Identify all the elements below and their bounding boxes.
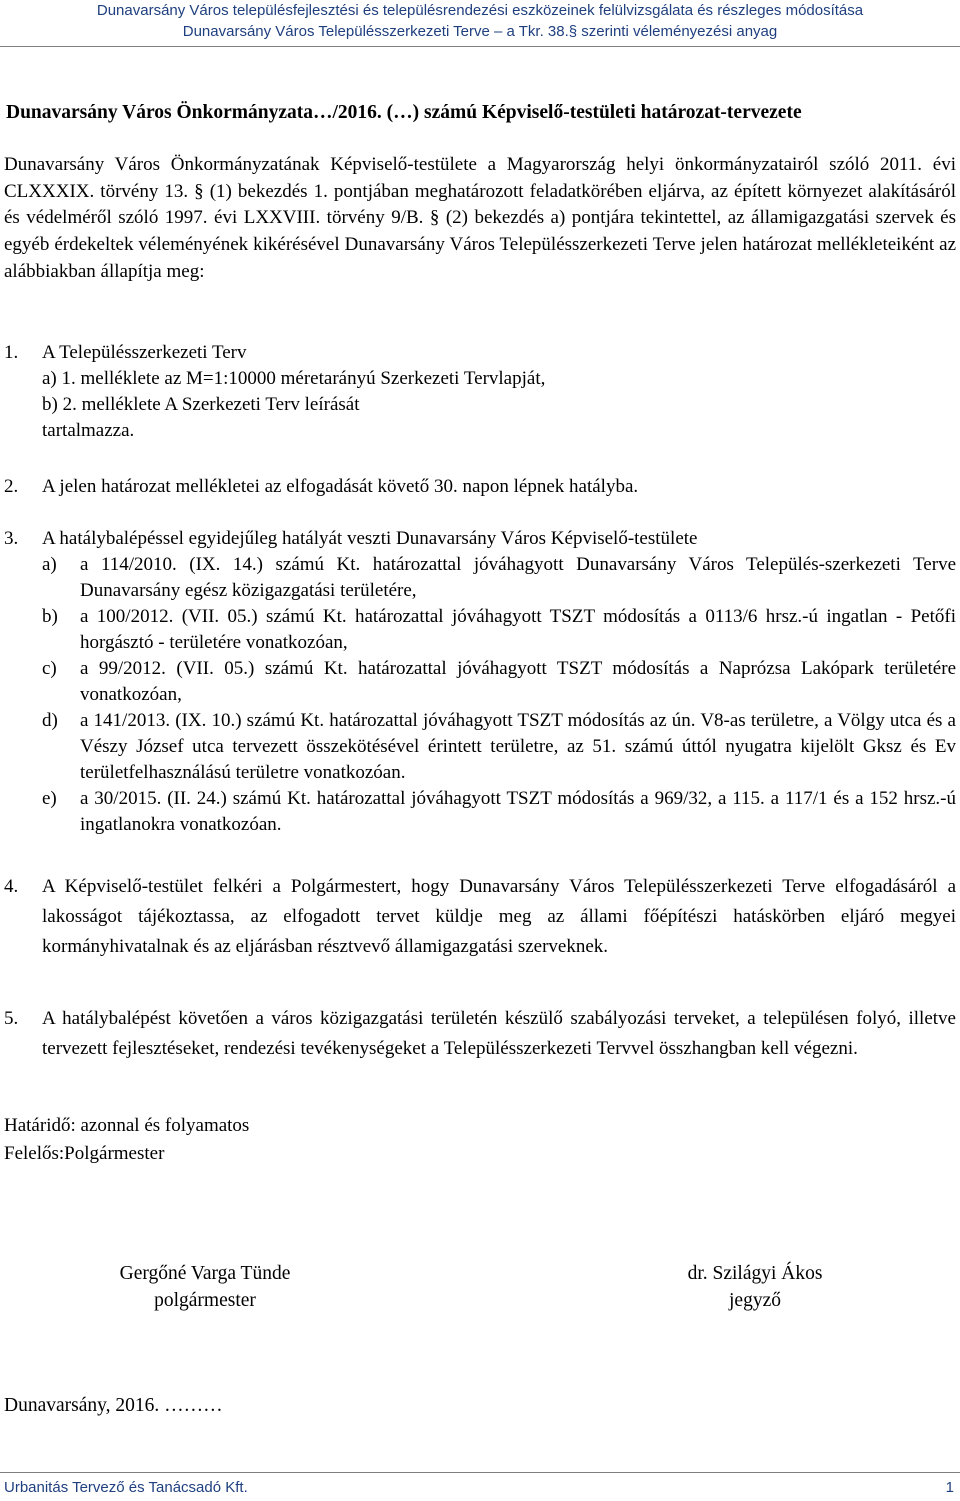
item-3-a: a) a 114/2010. (IX. 14.) számú Kt. határozattal jóváhagyott Dunavarsány Város Település-szerkezeti Terve Dunavarsány egész közigazgatási területére, — [42, 554, 956, 601]
signatory-role: jegyző — [729, 1290, 781, 1311]
signatory-role: polgármester — [154, 1290, 256, 1311]
signatory-notary — [610, 1260, 900, 1314]
item-5-text: A hatálybalépést követően a város közigazgatási területén készülő szabályozási terveket, a településen folyó, illetve tervezett fejlesztéseket, rendezési tevékenységeket a Településszerkezeti Tervvel összhangban kell végezni. — [42, 1008, 956, 1059]
item-3-d: d) a 141/2013. (IX. 10.) számú Kt. határozattal jóváhagyott TSZT módosítás az ún. V8-as területre, a Völgy utca és a Vészy József utca tervezett összekötésével érintett területre, az 51. számú úttól nyugatra kijelölt Gksz és Ev területfelhasználású területre vonatkozóan. — [42, 710, 956, 783]
deadline: Határidő: azonnal és folyamatos — [4, 1115, 250, 1136]
item-1 — [4, 340, 956, 444]
intro-paragraph: Dunavarsány Város Önkormányzatának Képviselő-testülete a Magyarország helyi önkormányzatairól szóló 2011. évi CLXXXIX. törvény 13. § (1) bekezdés 1. pontjában meghatározott feladatkörében eljárva, az épített környezet alakításáról és védelméről szóló 1997. évi LXXVIII. törvény 9/B. § (2) bekezdés a) pontjára tekintettel, az államigazgatási szervek és egyéb érdekeltek véleményének kikérésével Dunavarsány Város Településszerkezeti Terve jelen határozat mellékleteiként az alábbiakban állapítja meg: — [4, 154, 956, 282]
responsible — [4, 1140, 956, 1168]
page-header — [0, 0, 960, 48]
responsible-value: Polgármester — [64, 1143, 165, 1164]
document-title: Dunavarsány Város Önkormányzata…/2016. (…) számú Képviselő-testületi határozat-tervezete — [6, 102, 802, 123]
item-2 — [4, 474, 956, 500]
item-3 — [4, 526, 956, 838]
signatory-mayor — [60, 1260, 350, 1314]
deadline-block — [4, 1112, 956, 1168]
item-1-b: b) 2. melléklete A Szerkezeti Terv leírását — [42, 394, 360, 415]
item-2-text: A jelen határozat mellékletei az elfogadását követő 30. napon lépnek hatályba. — [42, 476, 639, 497]
page-number: 1 — [945, 1479, 954, 1496]
item-3-b: b) a 100/2012. (VII. 05.) számú Kt. határozattal jóváhagyott TSZT módosítás a 0113/6 hrsz.-ú ingatlan - Petőfi horgásztó - területére vonatkozóan, — [42, 606, 956, 653]
item-3-e: e) a 30/2015. (II. 24.) számú Kt. határozattal jóváhagyott TSZT módosítás a 969/32, a 115. a 117/1 és a 152 hrsz.-ú ingatlanokra vonatkozóan. — [42, 788, 956, 835]
item-4-text: A Képviselő-testület felkéri a Polgármestert, hogy Dunavarsány Város Településszerkezeti Terve elfogadásáról a lakosságot tájékoztassa, az elfogadott tervet küldje meg az állami főépítészi hatáskörben eljáró megyei kormányhivatalnak és az eljárásban résztvevő államigazgatási szerveknek. — [42, 876, 956, 957]
item-3-c: c) a 99/2012. (VII. 05.) számú Kt. határozattal jóváhagyott TSZT módosítás a Naprózsa Lakópark területére vonatkozóan, — [42, 658, 956, 705]
footer-divider — [0, 1472, 960, 1473]
item-4-number: 4. — [4, 876, 19, 897]
item-1-number: 1. — [4, 342, 19, 363]
footer-company: Urbanitás Tervező és Tanácsadó Kft. — [4, 1479, 248, 1496]
header-line-1: Dunavarsány Város településfejlesztési és településrendezési eszközeinek felülvizsgálata és részleges módosítása — [96, 2, 864, 19]
signatory-name: Gergőné Varga Tünde — [119, 1263, 291, 1284]
place-date: Dunavarsány, 2016. ……… — [4, 1395, 223, 1416]
item-2-number: 2. — [4, 476, 19, 497]
item-1-a: a) 1. melléklete az M=1:10000 méretarányú Szerkezeti Tervlapját, — [42, 368, 546, 389]
item-1-text: A Településszerkezeti Terv — [42, 342, 247, 363]
responsible-label: Felelős: — [4, 1143, 65, 1164]
signatory-name: dr. Szilágyi Ákos — [687, 1263, 823, 1284]
header-divider — [0, 46, 960, 47]
item-5-number: 5. — [4, 1008, 19, 1029]
item-3-number: 3. — [4, 528, 19, 549]
item-1-end: tartalmazza. — [42, 420, 135, 441]
item-4 — [4, 872, 956, 962]
item-5 — [4, 1004, 956, 1064]
item-3-text: A hatálybalépéssel egyidejűleg hatályát veszti Dunavarsány Város Képviselő-testülete — [42, 528, 698, 549]
header-line-2: Dunavarsány Város Településszerkezeti Terve – a Tkr. 38.§ szerinti véleményezési anyag — [182, 23, 778, 40]
